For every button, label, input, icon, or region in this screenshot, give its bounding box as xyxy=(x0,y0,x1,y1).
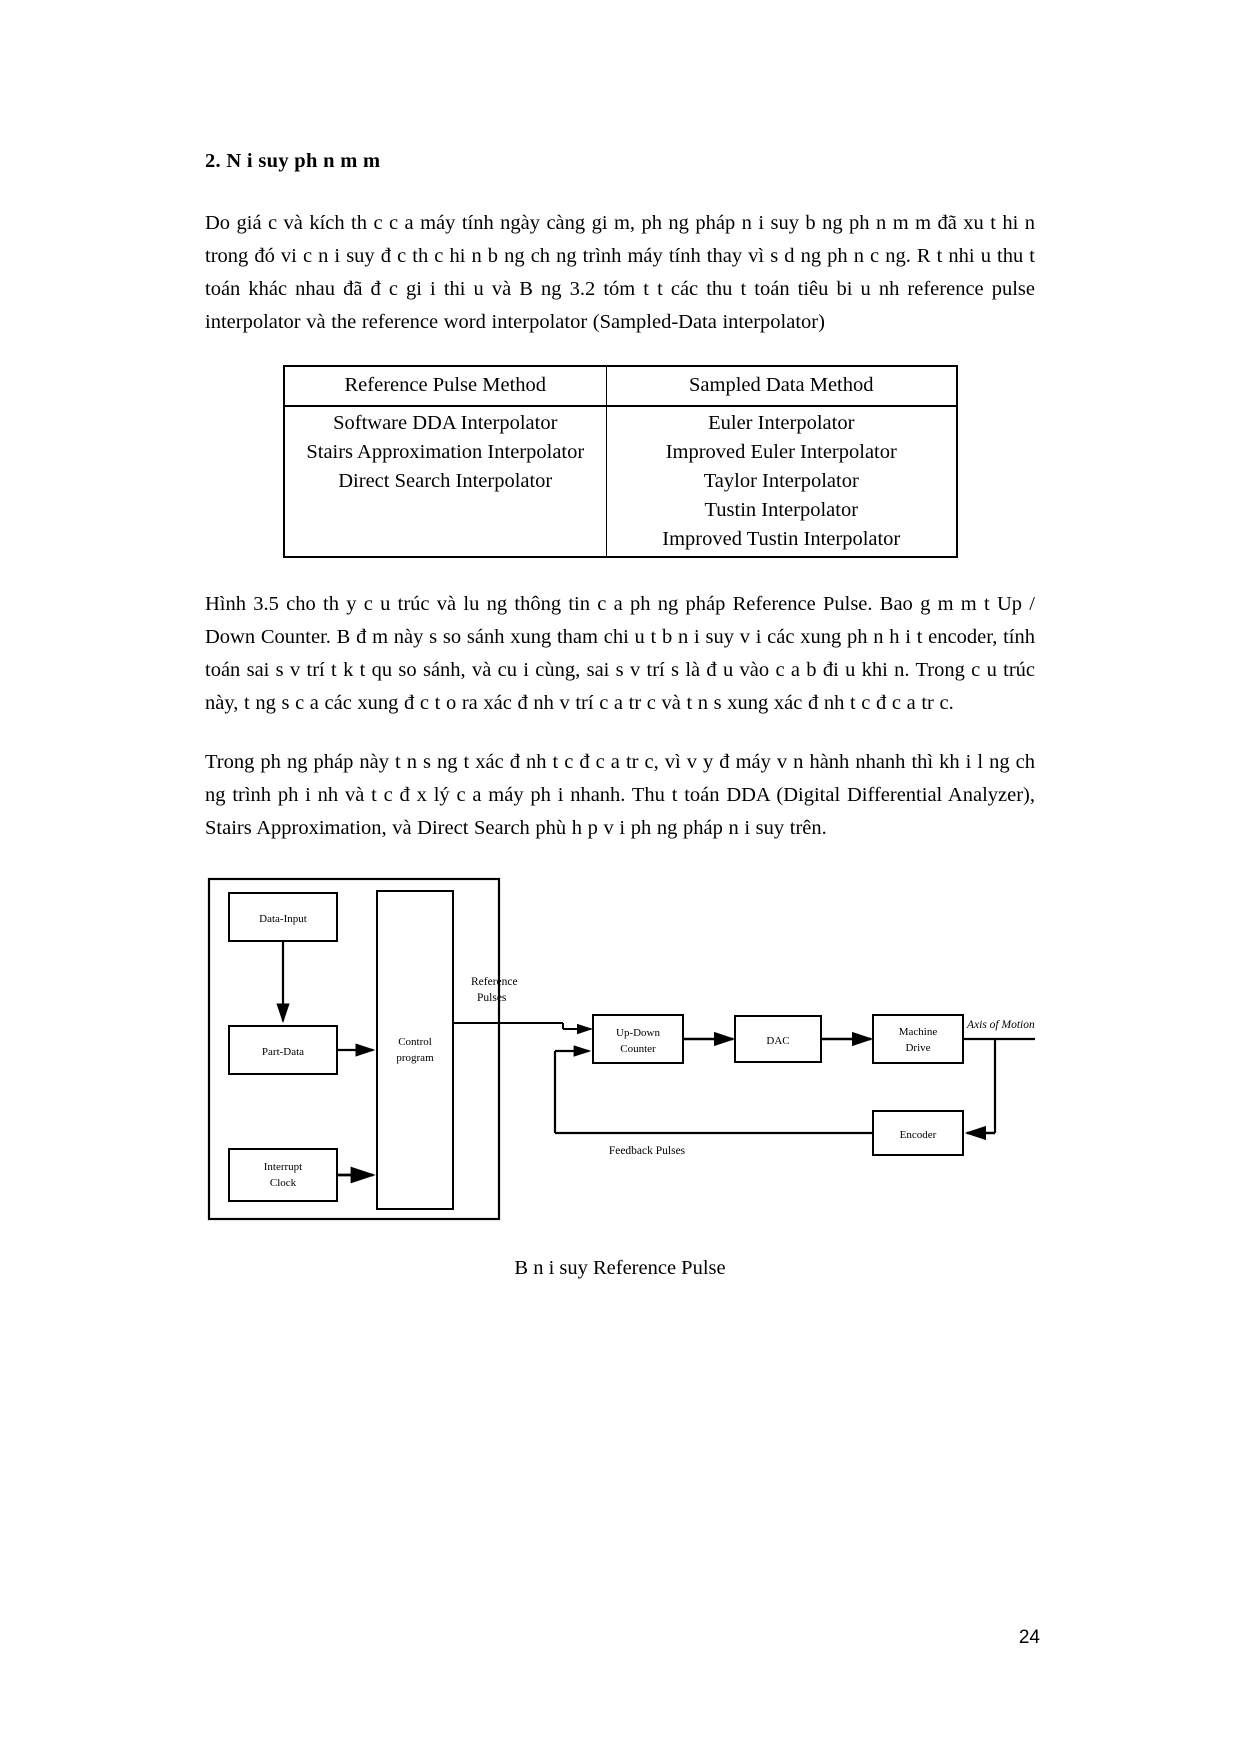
list-item: Direct Search Interpolator xyxy=(338,470,553,492)
block-label-encoder: Encoder xyxy=(899,1129,937,1141)
table-cell-reference-pulse-list xyxy=(284,406,607,557)
list-item: Tustin Interpolator xyxy=(704,499,859,521)
figure-label-feedback-pulses: Feedback Pulses xyxy=(608,1145,686,1157)
block-label-up-down-counter-1: Up-Down xyxy=(616,1027,660,1039)
block-label-dac: DAC xyxy=(766,1035,790,1047)
table-3-2-wrapper xyxy=(205,365,1035,558)
list-item: Taylor Interpolator xyxy=(703,470,859,492)
block-diagram-svg xyxy=(205,871,1035,1231)
interpolator-methods-table xyxy=(283,365,958,558)
page-content xyxy=(205,150,1035,1279)
block-label-machine-drive-2: Drive xyxy=(905,1042,931,1054)
paragraph-2: Hình 3.5 cho th y c u trúc và lu ng thông tin c a ph ng pháp Reference Pulse. Bao g m m t Up / Down Counter. B đ m này s so sánh xung tham chi u t b n i suy v i các xung ph n h i t encoder, tính toán sai s v trí t k t qu so sánh, và cu i cùng, sai s v trí s là đ u vào c a b đi u khi n. Trong c u trúc này, t ng s c a các xung đ c t o ra xác đ nh v trí c a tr c và t n s xung xác đ nh t c đ c a tr c. xyxy=(205,593,1035,714)
figure-caption: B n i suy Reference Pulse xyxy=(514,1257,726,1279)
table-header-row xyxy=(284,366,957,406)
page-number: 24 xyxy=(1018,1627,1040,1648)
table-header-sampled-data: Sampled Data Method xyxy=(607,366,957,406)
block-label-interrupt-clock-2: Clock xyxy=(269,1177,297,1189)
paragraph-1: Do giá c và kích th c c a máy tính ngày càng gi m, ph ng pháp n i suy b ng ph n m m đã xu t hi n trong đó vi c n i suy đ c th c hi n b ng ch ng trình máy tính thay vì s d ng ph n c ng. R t nhi u thu t toán khác nhau đã đ c gi i thi u và B ng 3.2 tóm t t các thu t toán tiêu bi u nh reference pulse interpolator và the reference word interpolator (Sampled-Data interpolator) xyxy=(205,212,1035,333)
figure-3-5-block-diagram xyxy=(205,871,1035,1279)
block-label-interrupt-clock-1: Interrupt xyxy=(263,1161,303,1173)
table-header-reference-pulse: Reference Pulse Method xyxy=(284,366,607,406)
table-row xyxy=(284,406,957,557)
figure-label-reference-pulses-1: Reference xyxy=(471,976,518,988)
block-label-control-program-1: Control xyxy=(398,1036,432,1048)
block-label-data-input: Data-Input xyxy=(259,913,307,925)
section-heading: 2. N i suy ph n m m xyxy=(205,150,381,172)
list-item: Improved Euler Interpolator xyxy=(665,441,897,463)
block-label-part-data: Part-Data xyxy=(261,1046,305,1058)
figure-label-reference-pulses-2: Pulses xyxy=(477,992,507,1004)
list-item: Improved Tustin Interpolator xyxy=(662,528,901,550)
block-label-machine-drive-1: Machine xyxy=(898,1026,938,1038)
list-item: Stairs Approximation Interpolator xyxy=(306,441,585,463)
list-item: Euler Interpolator xyxy=(708,412,855,434)
figure-label-axis-of-motion: Axis of Motion xyxy=(967,1019,1035,1031)
block-label-up-down-counter-2: Counter xyxy=(620,1043,656,1055)
block-label-control-program-2: program xyxy=(396,1052,434,1064)
paragraph-3: Trong ph ng pháp này t n s ng t xác đ nh t c đ c a tr c, vì v y đ máy v n hành nhanh thì kh i l ng ch ng trình ph i nh và t c đ x lý c a máy ph i nhanh. Thu t toán DDA (Digital Differential Analyzer), Stairs Approximation, và Direct Search phù h p v i ph ng pháp n i suy trên. xyxy=(205,751,1035,839)
list-item: Software DDA Interpolator xyxy=(333,412,558,434)
table-cell-sampled-data-list xyxy=(607,406,957,557)
